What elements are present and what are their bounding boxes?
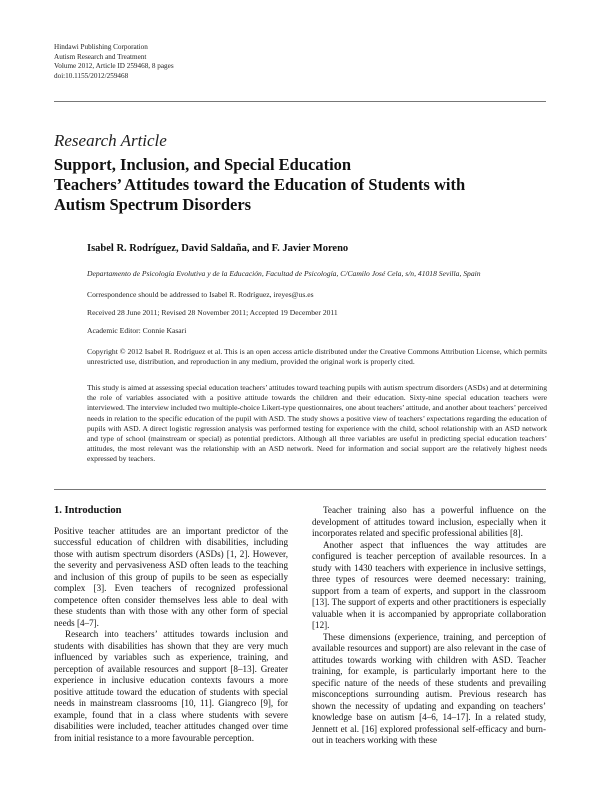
- journal-info: [54, 43, 174, 81]
- article-type: Research Article: [54, 131, 167, 150]
- doi-line: doi:10.1155/2012/259468: [54, 71, 129, 80]
- abstract: This study is aimed at assessing special education teachers’ attitudes toward teaching pupils with autism spectrum disorders (ASDs) and at determining the role of variables associated with a positive attitude towards the children and their education. Sixty-nine special education teachers were interviewed. The interview included two multiple-choice Likert-type questionnaires, one about teachers’ attitude, and another about teachers’ perceived needs in relation to the specific education of the pupil with ASD. The study shows a positive view of teachers’ expectations regarding the education of pupils with ASD. A direct logistic regression analysis was performed testing for experience with the child, school relationship with an ASD network and type of school (mainstream or special) as potential predictors. Although all three variables are useful in predicting special education teachers’ attitudes, the most relevant was the relationship with an ASD network. Need for information and social support are the relatively highest needs expressed by teachers.: [87, 383, 547, 464]
- title-line: Support, Inclusion, and Special Education: [54, 155, 352, 174]
- paragraph: Another aspect that influences the way attitudes are configured is teacher perception of available resources. In a study with 1430 teachers with experience in inclusive settings, three types of resources were deemed necessary: training, support from a team of experts, and support in the classroom [13]. The support of experts and other practitioners is especially valuable when it is accompanied by appropriate collaboration [12].: [312, 539, 546, 630]
- affiliation: Departamento de Psicología Evolutiva y de la Educación, Facultad de Psicología, C/Camilo José Cela, s/n, 41018 Sevilla, Spain: [87, 269, 481, 278]
- publisher-line: Hindawi Publishing Corporation: [54, 43, 148, 51]
- title-line: Autism Spectrum Disorders: [54, 195, 252, 214]
- paragraph: Teacher training also has a powerful influence on the development of attitudes toward inclusion, especially when it incorporates related and specific professional abilities [8].: [312, 505, 546, 538]
- right-column: [312, 505, 546, 747]
- section-heading: 1. Introduction: [54, 505, 122, 516]
- academic-editor: Academic Editor: Connie Kasari: [87, 326, 187, 335]
- header-divider: [54, 101, 546, 102]
- journal-name: Autism Research and Treatment: [54, 52, 147, 61]
- paragraph: These dimensions (experience, training, and perception of available resources and support) are also relevant in the case of attitudes towards working with children with ASD. Teacher training, for example, is particularly important here to the specific nature of the needs of these students and prevailing misconceptions surrounding autism. Previous research has shown the necessity of updating and expanding on teachers’ knowledge base on autism [4–6, 14–17]. In a related study, Jennett et al. [16] explored professional self-efficacy and burn-out in teachers working with these: [312, 631, 546, 745]
- correspondence: Correspondence should be addressed to Isabel R. Rodríguez, ireyes@us.es: [87, 290, 314, 299]
- received-dates: Received 28 June 2011; Revised 28 November 2011; Accepted 19 December 2011: [87, 308, 338, 317]
- volume-line: Volume 2012, Article ID 259468, 8 pages: [54, 62, 174, 71]
- abstract-divider: [54, 489, 546, 490]
- left-column: [54, 505, 288, 744]
- title-line: Teachers’ Attitudes toward the Education of Students with: [54, 175, 466, 194]
- paragraph: Positive teacher attitudes are an important predictor of the successful education of children with disabilities, including those with autism spectrum disorders (ASDs) [1, 2]. However, the severity and pervasiveness ASD often leads to the teaching and inclusion of this group of pupils to be seen as especially complex [3]. Even teachers of recognized professional competence often consider themselves less able to deal with these students than with those with any other form of special needs [4–7].: [54, 525, 288, 628]
- author-list: Isabel R. Rodríguez, David Saldaña, and F. Javier Moreno: [87, 243, 349, 254]
- copyright-notice: Copyright © 2012 Isabel R. Rodríguez et al. This is an open access article distributed under the Creative Commons Attribution License, which permits unrestricted use, distribution, and reproduction in any medium, provided the original work is properly cited.: [87, 347, 547, 367]
- paragraph: Research into teachers’ attitudes towards inclusion and students with disabilities has shown that they are very much influenced by variables such as experience, training, and perception of available resources and support [8–13]. Greater experience in inclusive education contexts favours a more positive attitude toward the education of students with special needs in mainstream classrooms [10, 11]. Giangreco [9], for example, found that in a class where students with severe disabilities were included, teacher attitudes changed over time from initial resistance to a more favourable perception.: [54, 629, 288, 743]
- article-title: [54, 155, 465, 215]
